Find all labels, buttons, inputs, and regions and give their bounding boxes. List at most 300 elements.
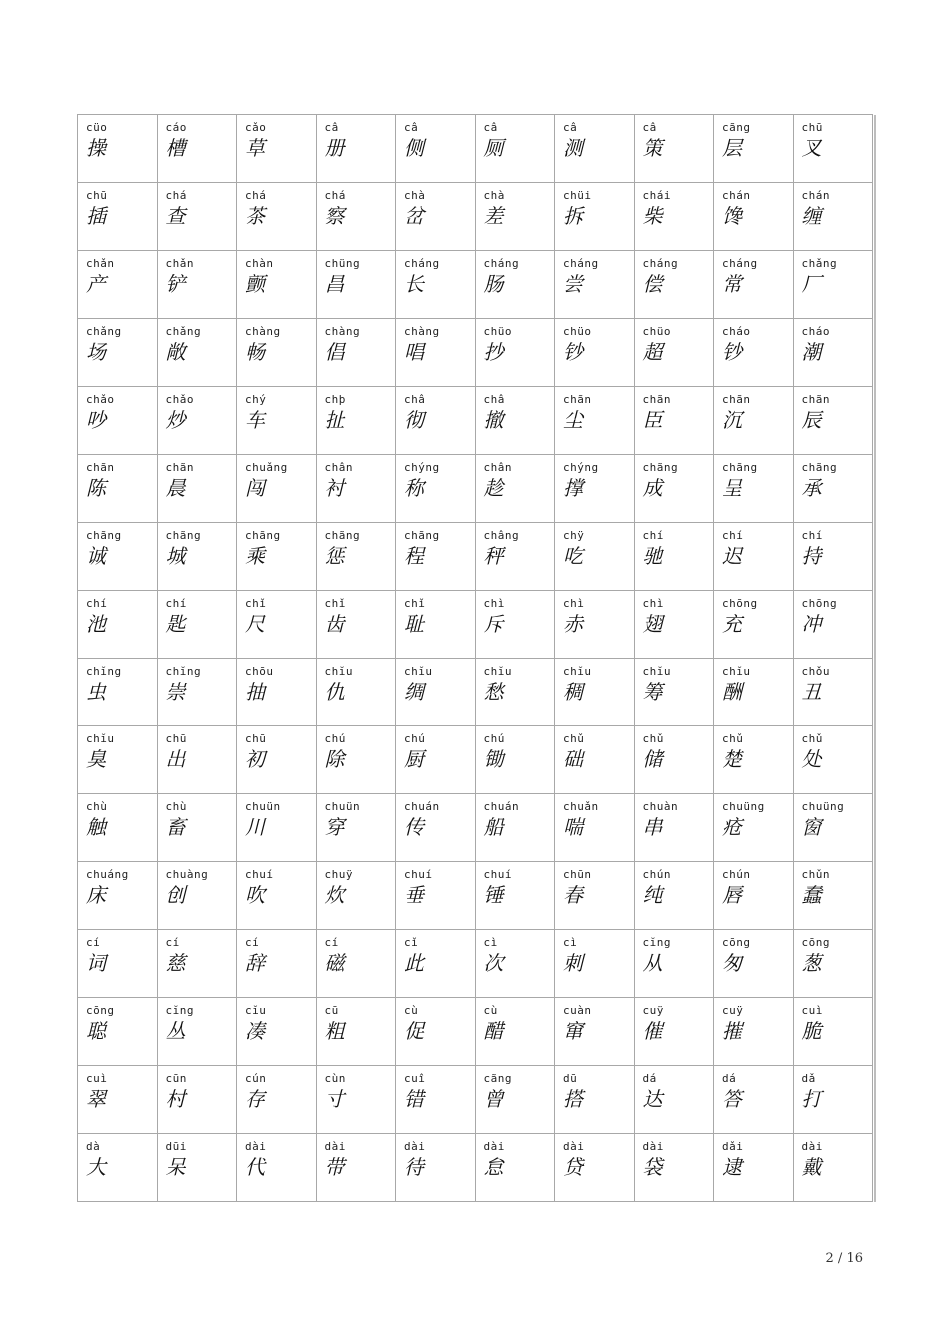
pinyin-label: chãng: [245, 528, 281, 542]
handwritten-character: 池: [86, 611, 106, 636]
grid-cell: [317, 591, 397, 659]
grid-cell: [794, 319, 874, 387]
grid-cell: [317, 455, 397, 523]
handwritten-character: 迟: [722, 543, 742, 568]
handwritten-character: 查: [165, 203, 186, 228]
grid-cell: [317, 862, 397, 930]
grid-cell: [317, 387, 397, 455]
grid-cell: [317, 115, 397, 183]
handwritten-character: 粗: [324, 1019, 345, 1044]
pinyin-label: dūi: [165, 1140, 187, 1154]
pinyin-label: chǎo: [165, 392, 194, 406]
pinyin-label: chüi: [563, 188, 592, 202]
grid-cell: [158, 930, 238, 998]
handwritten-character: 怠: [483, 1155, 504, 1180]
handwritten-character: 超: [642, 339, 663, 364]
handwritten-character: 岔: [404, 203, 424, 228]
pinyin-label: dài: [483, 1140, 505, 1154]
handwritten-character: 臭: [86, 747, 106, 772]
grid-cell: [396, 998, 476, 1066]
grid-cell: [476, 251, 556, 319]
pinyin-label: chà: [483, 188, 505, 202]
grid-cell: [237, 726, 317, 794]
handwritten-character: 丛: [165, 1019, 186, 1044]
grid-cell: [794, 183, 874, 251]
grid-cell: [237, 930, 317, 998]
pinyin-label: chà: [404, 188, 426, 202]
pinyin-label: chōng: [722, 596, 758, 610]
handwritten-character: 创: [165, 883, 186, 908]
pinyin-label: chí: [642, 528, 664, 542]
grid-cell: [476, 387, 556, 455]
handwritten-character: 茶: [245, 203, 265, 228]
pinyin-label: chân: [324, 460, 353, 474]
grid-cell: [78, 659, 158, 727]
grid-cell: [555, 930, 635, 998]
grid-cell: [396, 183, 476, 251]
grid-cell: [396, 794, 476, 862]
grid-cell: [555, 1134, 635, 1202]
grid-cell: [635, 794, 715, 862]
grid-cell: [158, 794, 238, 862]
handwritten-character: 测: [563, 136, 583, 160]
pinyin-label: chãng: [165, 528, 202, 542]
pinyin-label: chýng: [404, 460, 440, 474]
pinyin-label: dài: [563, 1140, 585, 1154]
grid-cell: [158, 591, 238, 659]
handwritten-character: 春: [563, 883, 583, 908]
pinyin-label: cí: [86, 936, 101, 950]
pinyin-label: dài: [404, 1140, 426, 1154]
grid-cell: [714, 1134, 794, 1202]
handwritten-character: 闯: [245, 475, 265, 500]
pinyin-label: chū: [245, 732, 267, 746]
handwritten-character: 促: [404, 1019, 424, 1044]
grid-cell: [555, 115, 635, 183]
handwritten-character: 垂: [404, 883, 424, 908]
pinyin-label: chǒu: [801, 664, 830, 678]
pinyin-label: chú: [324, 732, 346, 746]
grid-cell: [476, 930, 556, 998]
pinyin-label: cí: [324, 936, 339, 950]
handwritten-character: 处: [801, 747, 822, 772]
pinyin-label: chýng: [563, 460, 599, 474]
pinyin-label: cuÿ: [722, 1004, 744, 1018]
pinyin-label: chàng: [324, 324, 361, 338]
handwritten-character: 侧: [404, 136, 424, 160]
handwritten-character: 此: [404, 951, 424, 976]
pinyin-label: cháo: [722, 324, 751, 338]
pinyin-label: chuí: [404, 868, 433, 882]
handwritten-character: 惩: [324, 543, 345, 568]
handwritten-character: 驰: [642, 543, 663, 568]
grid-cell: [476, 794, 556, 862]
pinyin-label: chãng: [642, 460, 679, 474]
pinyin-label: cǎo: [245, 121, 267, 134]
handwritten-character: 彻: [404, 407, 424, 432]
handwritten-character: 丑: [801, 679, 822, 704]
pinyin-label: cūn: [165, 1072, 187, 1086]
handwritten-character: 慈: [165, 951, 186, 976]
grid-cell: [317, 251, 397, 319]
grid-cell: [237, 319, 317, 387]
pinyin-label: chì: [483, 596, 505, 610]
handwritten-character: 叉: [801, 136, 822, 160]
grid-cell: [794, 726, 874, 794]
pinyin-label: chüo: [563, 324, 592, 338]
pinyin-label: chì: [642, 596, 664, 610]
pinyin-label: chōng: [801, 596, 838, 610]
handwritten-character: 蠢: [801, 883, 822, 908]
grid-cell: [635, 659, 715, 727]
grid-cell: [635, 591, 715, 659]
handwritten-character: 晨: [165, 475, 186, 500]
pinyin-label: cáo: [165, 121, 187, 134]
handwritten-character: 储: [642, 747, 663, 772]
pinyin-label: cĭng: [165, 1004, 194, 1018]
grid-cell: [237, 183, 317, 251]
grid-cell: [714, 319, 794, 387]
handwritten-character: 催: [642, 1019, 663, 1044]
handwritten-character: 昌: [324, 271, 345, 296]
handwritten-character: 插: [86, 203, 106, 228]
handwritten-character: 厨: [404, 747, 424, 772]
pinyin-label: chǔn: [801, 868, 830, 882]
pinyin-label: chãng: [801, 460, 838, 474]
handwritten-character: 辰: [801, 407, 822, 432]
pinyin-label: chǎng: [801, 256, 838, 270]
handwritten-character: 串: [642, 815, 663, 840]
grid-cell: [237, 455, 317, 523]
grid-cell: [317, 794, 397, 862]
handwritten-character: 唇: [722, 883, 742, 908]
handwritten-character: 错: [404, 1087, 424, 1112]
grid-cell: [237, 998, 317, 1066]
pinyin-label: chú: [404, 732, 426, 746]
pinyin-label: cí: [245, 936, 260, 950]
grid-cell: [555, 523, 635, 591]
grid-cell: [396, 659, 476, 727]
pinyin-label: chuí: [245, 868, 274, 882]
handwritten-character: 齿: [324, 611, 345, 636]
handwritten-character: 臣: [642, 407, 663, 432]
handwritten-character: 察: [324, 203, 345, 228]
pinyin-label: chuí: [483, 868, 512, 882]
grid-cell: [555, 183, 635, 251]
handwritten-character: 持: [801, 543, 822, 568]
handwritten-character: 搭: [563, 1087, 583, 1112]
pinyin-label: chĭu: [86, 732, 115, 746]
pinyin-label: cún: [245, 1072, 267, 1086]
pinyin-label: cuì: [801, 1004, 823, 1018]
handwritten-character: 缠: [801, 203, 822, 228]
pinyin-label: chǔ: [642, 732, 664, 746]
handwritten-character: 柴: [642, 203, 663, 228]
handwritten-character: 船: [483, 815, 504, 840]
handwritten-character: 长: [404, 271, 424, 296]
pinyin-label: chū: [801, 121, 823, 134]
handwritten-character: 聪: [86, 1019, 106, 1044]
grid-cell: [714, 930, 794, 998]
grid-cell: [158, 183, 238, 251]
grid-cell: [714, 455, 794, 523]
pinyin-label: chuüng: [722, 800, 765, 814]
handwritten-character: 尺: [245, 611, 265, 636]
pinyin-label: chǐ: [404, 596, 426, 610]
pinyin-label: cōng: [86, 1004, 115, 1018]
pinyin-label: cì: [483, 936, 498, 950]
grid-cell: [476, 998, 556, 1066]
handwritten-character: 铲: [165, 271, 186, 296]
handwritten-character: 颤: [245, 271, 265, 296]
pinyin-label: chōu: [245, 664, 274, 678]
pinyin-label: dài: [801, 1140, 823, 1154]
grid-cell: [396, 591, 476, 659]
grid-cell: [78, 591, 158, 659]
pinyin-label: chĭu: [324, 664, 353, 678]
pinyin-label: chãn: [642, 392, 671, 406]
pinyin-label: chãn: [563, 392, 592, 406]
pinyin-label: chàng: [245, 324, 281, 338]
handwritten-character: 贷: [563, 1155, 583, 1180]
grid-cell: [476, 115, 556, 183]
grid-cell: [78, 183, 158, 251]
grid-cell: [317, 726, 397, 794]
handwritten-character: 初: [245, 747, 265, 772]
handwritten-character: 础: [563, 747, 583, 772]
pinyin-label: chá: [324, 188, 346, 202]
handwritten-character: 摧: [722, 1019, 742, 1044]
pinyin-label: chàng: [404, 324, 440, 338]
handwritten-character: 冲: [801, 611, 822, 636]
pinyin-label: cháng: [404, 256, 440, 270]
grid-cell: [396, 115, 476, 183]
grid-cell: [635, 930, 715, 998]
grid-cell: [158, 251, 238, 319]
grid-cell: [237, 387, 317, 455]
grid-cell: [794, 1066, 874, 1134]
grid-cell: [794, 251, 874, 319]
pinyin-label: chún: [722, 868, 751, 882]
pinyin-label: câ: [483, 121, 498, 134]
handwritten-character: 车: [245, 407, 265, 432]
handwritten-character: 逮: [722, 1155, 742, 1180]
pinyin-label: chuán: [483, 800, 520, 814]
handwritten-character: 吹: [245, 883, 265, 908]
handwritten-character: 呈: [722, 475, 742, 500]
handwritten-character: 称: [404, 475, 424, 500]
handwritten-character: 衬: [324, 475, 345, 500]
grid-cell: [555, 591, 635, 659]
pinyin-label: cū: [324, 1004, 339, 1018]
handwritten-character: 打: [801, 1087, 822, 1112]
handwritten-character: 达: [642, 1087, 663, 1112]
grid-cell: [396, 862, 476, 930]
handwritten-character: 偿: [642, 271, 663, 296]
pinyin-label: dǎ: [801, 1072, 816, 1086]
handwritten-character: 次: [483, 951, 504, 976]
grid-cell: [78, 794, 158, 862]
grid-cell: [78, 455, 158, 523]
pinyin-label: chĭu: [722, 664, 751, 678]
pinyin-label: chí: [722, 528, 744, 542]
handwritten-character: 炒: [165, 407, 186, 432]
pinyin-label: chãn: [722, 392, 751, 406]
handwritten-character: 策: [642, 136, 663, 160]
pinyin-label: chÿ: [563, 528, 585, 542]
pinyin-label: chüo: [483, 324, 512, 338]
grid-cell: [317, 523, 397, 591]
handwritten-character: 充: [722, 611, 742, 636]
pinyin-label: dài: [245, 1140, 267, 1154]
grid-cell: [635, 183, 715, 251]
handwritten-character: 诚: [86, 543, 106, 568]
pinyin-label: chüo: [642, 324, 671, 338]
grid-cell: [317, 183, 397, 251]
handwritten-character: 窜: [563, 1019, 583, 1044]
pinyin-label: chuàn: [642, 800, 679, 814]
grid-cell: [794, 794, 874, 862]
grid-cell: [794, 930, 874, 998]
handwritten-character: 尝: [563, 271, 583, 296]
grid-cell: [158, 523, 238, 591]
pinyin-label: chàn: [245, 256, 274, 270]
grid-cell: [78, 1134, 158, 1202]
handwritten-character: 筹: [642, 679, 663, 704]
grid-cell: [476, 726, 556, 794]
pinyin-label: chý: [245, 392, 267, 406]
grid-cell: [317, 659, 397, 727]
handwritten-character: 存: [245, 1087, 265, 1112]
handwritten-character: 城: [165, 543, 186, 568]
handwritten-character: 愁: [483, 679, 504, 704]
pinyin-label: chūn: [563, 868, 592, 882]
grid-cell: [635, 319, 715, 387]
pinyin-label: cí: [165, 936, 180, 950]
grid-cell: [794, 387, 874, 455]
pinyin-label: chân: [483, 460, 512, 474]
grid-cell: [237, 794, 317, 862]
grid-cell: [396, 1134, 476, 1202]
handwritten-character: 凑: [245, 1019, 265, 1044]
grid-cell: [555, 1066, 635, 1134]
grid-cell: [237, 1066, 317, 1134]
grid-cell: [635, 387, 715, 455]
pinyin-label: chū: [165, 732, 187, 746]
handwritten-character: 撤: [483, 407, 504, 432]
grid-cell: [476, 455, 556, 523]
grid-cell: [78, 726, 158, 794]
grid-cell: [237, 1134, 317, 1202]
handwritten-character: 答: [722, 1087, 742, 1112]
grid-cell: [714, 1066, 794, 1134]
handwritten-character: 脆: [801, 1019, 822, 1044]
grid-cell: [476, 319, 556, 387]
handwritten-character: 带: [324, 1155, 345, 1180]
pinyin-label: chá: [165, 188, 187, 202]
handwritten-character: 除: [324, 747, 345, 772]
pinyin-label: chǔ: [563, 732, 585, 746]
handwritten-character: 钞: [722, 339, 742, 364]
pinyin-label: cháng: [483, 256, 520, 270]
handwritten-character: 大: [86, 1155, 106, 1180]
grid-cell: [794, 523, 874, 591]
pinyin-label: dá: [722, 1072, 737, 1086]
pinyin-label: chǎn: [86, 256, 115, 270]
pinyin-label: chãn: [801, 392, 830, 406]
handwritten-character: 赤: [563, 611, 583, 636]
grid-cell: [476, 659, 556, 727]
handwritten-character: 吵: [86, 407, 106, 432]
grid-cell: [714, 183, 794, 251]
pinyin-label: chán: [801, 188, 830, 202]
grid-cell: [476, 523, 556, 591]
grid-cell: [794, 591, 874, 659]
grid-cell: [714, 251, 794, 319]
grid-cell: [158, 387, 238, 455]
pinyin-label: câ: [563, 121, 578, 134]
grid-cell: [714, 523, 794, 591]
pinyin-label: châng: [483, 528, 520, 542]
handwritten-character: 草: [245, 136, 265, 160]
handwritten-character: 拆: [563, 203, 583, 228]
grid-cell: [714, 659, 794, 727]
pinyin-label: chán: [722, 188, 751, 202]
grid-cell: [555, 998, 635, 1066]
grid-cell: [78, 387, 158, 455]
grid-cell: [237, 523, 317, 591]
grid-cell: [158, 862, 238, 930]
handwritten-character: 窗: [801, 815, 822, 840]
pinyin-label: chǎng: [86, 324, 122, 338]
handwritten-character: 传: [404, 815, 424, 840]
pinyin-label: cùn: [324, 1072, 346, 1086]
pinyin-label: chū: [86, 188, 108, 202]
grid-cell: [158, 115, 238, 183]
grid-cell: [396, 1066, 476, 1134]
handwritten-character: 醋: [483, 1019, 504, 1044]
pinyin-label: chǎng: [165, 324, 202, 338]
handwritten-character: 呆: [165, 1155, 186, 1180]
pinyin-label: chþ: [324, 392, 346, 406]
handwritten-character: 操: [86, 136, 106, 160]
pinyin-label: chú: [483, 732, 505, 746]
handwritten-character: 敞: [165, 339, 186, 364]
pinyin-label: cháng: [722, 256, 758, 270]
pinyin-label: chãn: [86, 460, 115, 474]
pinyin-label: cĭng: [642, 936, 671, 950]
grid-cell: [635, 1134, 715, 1202]
pinyin-label: cháng: [563, 256, 599, 270]
handwritten-character: 出: [165, 747, 186, 772]
handwritten-character: 楚: [722, 747, 742, 772]
handwritten-character: 锤: [483, 883, 504, 908]
handwritten-character: 吃: [563, 543, 583, 568]
pinyin-label: chĭng: [165, 664, 202, 678]
pinyin-label: chuán: [404, 800, 440, 814]
handwritten-character: 刺: [563, 951, 583, 976]
pinyin-label: chǐ: [324, 596, 346, 610]
handwritten-character: 成: [642, 475, 663, 500]
grid-cell: [396, 251, 476, 319]
grid-cell: [78, 998, 158, 1066]
grid-cell: [714, 794, 794, 862]
handwritten-character: 倡: [324, 339, 345, 364]
grid-cell: [635, 115, 715, 183]
grid-cell: [396, 387, 476, 455]
pinyin-label: chuÿ: [324, 868, 353, 882]
grid-cell: [78, 523, 158, 591]
